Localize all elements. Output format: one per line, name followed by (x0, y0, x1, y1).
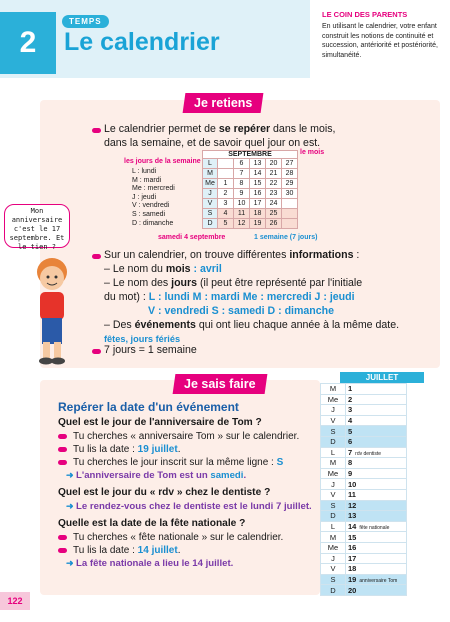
answer-line: Tu cherches « anniversaire Tom » sur le calendrier. (58, 431, 318, 442)
july-day-initial: V (321, 489, 346, 500)
september-date-cell: 11 (234, 209, 250, 219)
september-row (203, 189, 298, 199)
bullet (92, 254, 101, 259)
july-event-note: rdv dentiste (355, 450, 382, 457)
week-label: 1 semaine (7 jours) (254, 234, 318, 241)
july-day-initial: M (321, 458, 346, 469)
july-date-number: 2 (348, 394, 353, 404)
july-date-number: 11 (348, 490, 356, 500)
retiens-ribbon: Je retiens (183, 93, 264, 113)
arrow-right-icon: ➜ (66, 558, 77, 568)
september-date-cell: 30 (282, 189, 298, 199)
september-month-name: SEPTEMBRE (202, 150, 298, 158)
september-date-cell (218, 169, 234, 179)
page-title: Le calendrier (64, 28, 220, 56)
september-date-cell: 17 (250, 199, 266, 209)
july-date-cell (346, 405, 407, 416)
september-date-cell: 19 (250, 219, 266, 229)
july-day-initial: S (321, 500, 346, 511)
july-date-cell (346, 426, 407, 437)
september-date-cell (218, 159, 234, 169)
july-day-initial: J (321, 553, 346, 564)
july-month-name: JUILLET (340, 372, 424, 383)
july-grid (320, 383, 407, 596)
july-date-cell (346, 553, 407, 564)
speech-bubble: Mon anniversaire c'est le 17 septembre. Et le tien ? (4, 204, 70, 248)
page-number: 122 (0, 592, 30, 610)
september-date-cell: 26 (266, 219, 282, 229)
arrow-right-icon: ➜ (66, 501, 77, 511)
july-row (321, 394, 407, 405)
september-grid (202, 158, 298, 229)
july-row (321, 468, 407, 479)
july-date-number: 4 (348, 416, 353, 426)
july-row (321, 415, 407, 426)
parents-corner-title: LE COIN DES PARENTS (322, 10, 408, 19)
july-row (321, 447, 407, 458)
july-day-initial: L (321, 521, 346, 532)
september-date-cell (282, 209, 298, 219)
july-date-number: 14 (348, 522, 357, 532)
saturday-label: samedi 4 septembre (158, 234, 226, 241)
arrow-right-icon: ➜ (66, 470, 77, 480)
result-line: ➜ L'anniversaire de Tom est un samedi. (66, 470, 247, 481)
answer-line: Tu cherches « fête nationale » sur le calendrier. (58, 532, 318, 543)
retiens-intro: Le calendrier permet de se repérer dans le mois, dans la semaine, et de savoir quel jour on est. (104, 123, 336, 149)
day-legend-item: S : samedi (132, 210, 166, 218)
day-legend-item: Me : mercredi (132, 185, 175, 193)
july-date-number: 8 (348, 458, 353, 468)
result-line: ➜ Le rendez-vous chez le dentiste est le lundi 7 juillet. (66, 501, 312, 512)
september-date-cell: 7 (234, 169, 250, 179)
september-date-cell: 24 (266, 199, 282, 209)
july-day-initial: S (321, 426, 346, 437)
july-date-cell (346, 585, 407, 596)
july-row (321, 458, 407, 469)
september-date-cell: 6 (234, 159, 250, 169)
september-calendar (202, 150, 298, 229)
july-date-cell (346, 479, 407, 490)
july-row (321, 479, 407, 490)
july-calendar (320, 372, 424, 596)
september-date-cell: 4 (218, 209, 234, 219)
september-day-initial: Me (203, 179, 218, 189)
july-date-cell (346, 436, 407, 447)
july-date-cell (346, 564, 407, 575)
answer-line: Tu lis la date : 19 juillet. (58, 444, 318, 455)
september-date-cell: 3 (218, 199, 234, 209)
bullet (92, 128, 101, 133)
july-date-number: 19 (348, 574, 357, 584)
september-date-cell: 29 (282, 179, 298, 189)
september-date-cell: 14 (250, 169, 266, 179)
july-row (321, 500, 407, 511)
july-date-number: 7 (348, 447, 353, 457)
july-event-note: anniversaire Tom (359, 577, 398, 584)
july-row (321, 511, 407, 522)
day-legend-item: M : mardi (132, 176, 162, 184)
july-date-number: 9 (348, 469, 353, 479)
july-day-initial: D (321, 585, 346, 596)
july-date-number: 10 (348, 479, 357, 489)
september-date-cell (282, 199, 298, 209)
september-day-initial: V (203, 199, 218, 209)
september-date-cell: 13 (250, 159, 266, 169)
july-day-initial: S (321, 574, 346, 585)
july-date-number: 5 (348, 426, 353, 436)
july-day-initial: D (321, 511, 346, 522)
september-day-initial: D (203, 219, 218, 229)
september-day-initial: J (203, 189, 218, 199)
july-day-initial: L (321, 447, 346, 458)
july-date-cell (346, 394, 407, 405)
july-date-number: 18 (348, 564, 357, 574)
month-label: le mois (300, 149, 325, 156)
july-date-number: 3 (348, 405, 353, 415)
july-row (321, 564, 407, 575)
july-date-cell (346, 384, 407, 395)
july-date-cell (346, 521, 407, 532)
september-date-cell: 23 (266, 189, 282, 199)
september-date-cell: 15 (250, 179, 266, 189)
july-date-cell (346, 574, 407, 585)
july-date-cell (346, 468, 407, 479)
september-row (203, 199, 298, 209)
july-date-cell (346, 415, 407, 426)
september-date-cell: 21 (266, 169, 282, 179)
september-date-cell: 20 (266, 159, 282, 169)
july-day-initial: V (321, 564, 346, 575)
bullet (92, 349, 101, 354)
july-date-cell (346, 500, 407, 511)
september-row (203, 219, 298, 229)
september-date-cell: 27 (282, 159, 298, 169)
july-date-cell (346, 458, 407, 469)
day-legend-item: J : jeudi (132, 193, 157, 201)
september-date-cell: 28 (282, 169, 298, 179)
exercise-list (58, 417, 318, 569)
september-row (203, 209, 298, 219)
july-row (321, 532, 407, 543)
september-date-cell: 25 (266, 209, 282, 219)
september-date-cell: 8 (234, 179, 250, 189)
september-row (203, 179, 298, 189)
july-day-initial: Me (321, 468, 346, 479)
answer-line: Tu cherches le jour inscrit sur la même ligne : S (58, 457, 318, 468)
july-day-initial: M (321, 384, 346, 395)
july-date-cell (346, 542, 407, 553)
question-3: Quelle est la date de la fête nationale ? (58, 518, 246, 529)
july-date-cell (346, 447, 407, 458)
boy-illustration (30, 254, 76, 375)
september-day-initial: S (203, 209, 218, 219)
question-1: Quel est le jour de l'anniversaire de Tom ? (58, 417, 262, 428)
july-date-number: 1 (348, 384, 353, 394)
july-date-cell (346, 532, 407, 543)
chapter-tag: TEMPS (62, 15, 109, 28)
july-day-initial: M (321, 532, 346, 543)
september-date-cell: 2 (218, 189, 234, 199)
july-row (321, 585, 407, 596)
september-date-cell: 16 (250, 189, 266, 199)
july-day-initial: J (321, 405, 346, 416)
days-legend (132, 168, 175, 228)
result-line: ➜ La fête nationale a lieu le 14 juillet. (66, 558, 234, 569)
july-date-number: 15 (348, 532, 357, 542)
september-day-initial: M (203, 169, 218, 179)
sais-faire-heading: Repérer la date d'un événement (58, 400, 239, 414)
july-day-initial: Me (321, 394, 346, 405)
sais-faire-ribbon: Je sais faire (173, 374, 267, 394)
september-row (203, 159, 298, 169)
day-legend-item: L : lundi (132, 168, 157, 175)
july-day-initial: D (321, 436, 346, 447)
july-day-initial: Me (321, 542, 346, 553)
day-legend-item: D : dimanche (132, 219, 174, 227)
july-row (321, 542, 407, 553)
september-day-initial: L (203, 159, 218, 169)
question-2: Quel est le jour du « rdv » chez le dentiste ? (58, 487, 271, 498)
july-date-cell (346, 511, 407, 522)
day-legend-item: V : vendredi (132, 202, 170, 210)
september-date-cell: 9 (234, 189, 250, 199)
july-event-note: fête nationale (359, 525, 390, 532)
july-date-cell (346, 489, 407, 500)
september-date-cell: 12 (234, 219, 250, 229)
july-row (321, 553, 407, 564)
parents-corner-text: En utilisant le calendrier, votre enfant construit les notions de continuité et succession, antériorité et postériorité, simultanéité. (322, 23, 438, 59)
july-row (321, 574, 407, 585)
july-date-number: 13 (348, 511, 357, 521)
july-row (321, 521, 407, 532)
days-label: les jours de la semaine (124, 158, 201, 165)
july-date-number: 17 (348, 553, 357, 563)
september-date-cell (282, 219, 298, 229)
july-date-number: 16 (348, 543, 357, 553)
july-day-initial: V (321, 415, 346, 426)
july-row (321, 405, 407, 416)
july-day-initial: J (321, 479, 346, 490)
september-date-cell: 10 (234, 199, 250, 209)
july-row (321, 489, 407, 500)
retiens-info-list: Sur un calendrier, on trouve différentes informations : – Le nom du mois : avril – Le nom des jours (il peut être représenté par l'initiale du mot) : L : lundi M : mardi Me : mercredi J : jeudi V : vendredi S : samedi D : dimanche – Des événements qui ont lieu chaque année à la même date. fêtes, jours fériés (104, 249, 400, 344)
july-date-number: 12 (348, 500, 357, 510)
july-date-number: 6 (348, 437, 353, 447)
september-row (203, 169, 298, 179)
september-date-cell: 1 (218, 179, 234, 189)
july-row (321, 436, 407, 447)
september-date-cell: 22 (266, 179, 282, 189)
week-rule: 7 jours = 1 semaine (104, 344, 197, 356)
september-date-cell: 18 (250, 209, 266, 219)
chapter-number: 2 (0, 12, 56, 74)
july-row (321, 384, 407, 395)
july-row (321, 426, 407, 437)
september-date-cell: 5 (218, 219, 234, 229)
july-date-number: 20 (348, 585, 357, 595)
answer-line: Tu lis la date : 14 juillet. (58, 545, 318, 556)
